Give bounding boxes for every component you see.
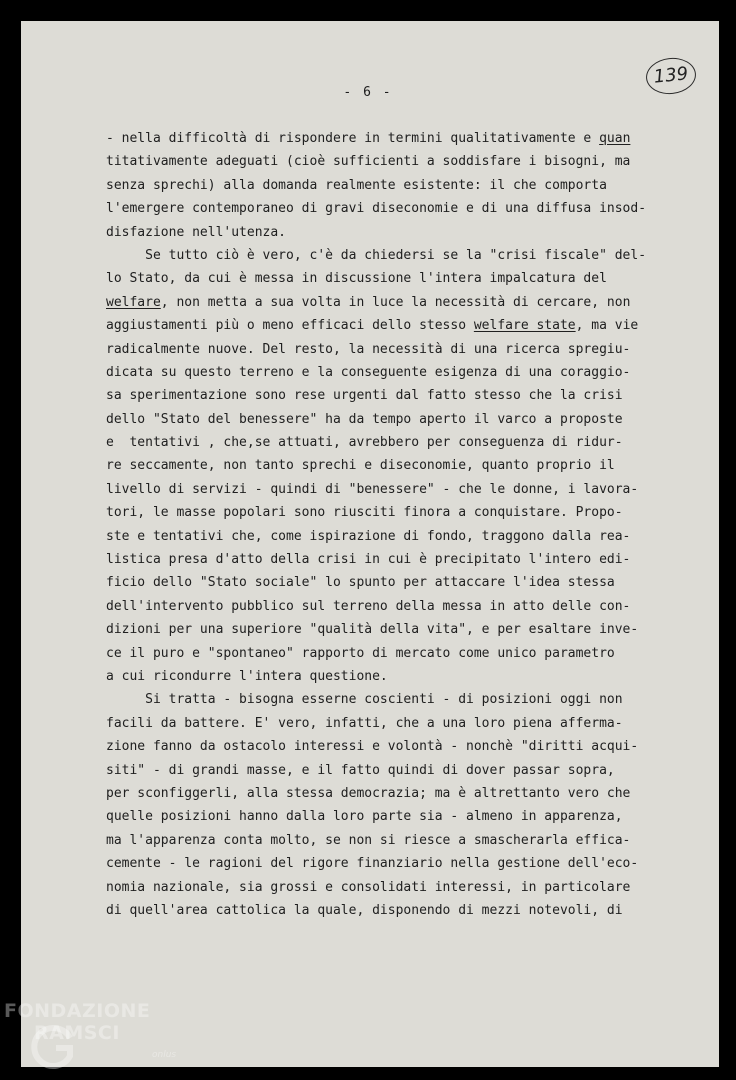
text-line: per sconfiggerli, alla stessa democrazia; ma è altrettanto vero che xyxy=(106,785,631,801)
text-line: livello di servizi - quindi di "benessere" - che le donne, i lavora- xyxy=(106,481,639,497)
text-line: e tentativi , che,se attuati, avrebbero per conseguenza di ridur- xyxy=(106,435,623,451)
text-line xyxy=(106,291,646,314)
text-line: ce il puro e "spontaneo" rapporto di mercato come unico parametro xyxy=(106,645,615,661)
text-line: Se tutto ciò è vero, c'è da chiedersi se la "crisi fiscale" del- xyxy=(106,247,647,263)
text-segment: , non metta a sua volta in luce la necessità di cercare, non xyxy=(160,294,631,310)
text-segment: - nella difficoltà di rispondere in termini qualitativamente e xyxy=(106,131,600,146)
text-line: titativamente adeguati (cioè sufficienti a soddisfare i bisogni, ma xyxy=(106,154,631,170)
text-line: radicalmente nuove. Del resto, la necessità di una ricerca spregiu- xyxy=(106,341,631,357)
text-line: Si tratta - bisogna esserne coscienti - di posizioni oggi non xyxy=(106,692,623,708)
text-line xyxy=(106,127,646,150)
text-segment: , ma vie xyxy=(575,318,639,334)
text-line: di quell'area cattolica la quale, disponendo di mezzi notevoli, di xyxy=(106,902,623,918)
text-line: siti" - di grandi masse, e il fatto quindi di dover passar sopra, xyxy=(106,762,615,778)
underlined-text: quan xyxy=(599,131,631,146)
text-line: l'emergere contemporaneo di gravi diseconomie e di una diffusa insod- xyxy=(106,201,647,217)
text-line: dello "Stato del benessere" ha da tempo aperto il varco a proposte xyxy=(106,411,623,427)
watermark-line-1: FONDAZIONE xyxy=(4,1000,151,1022)
text-line: nomia nazionale, sia grossi e consolidati interessi, in particolare xyxy=(106,879,631,895)
text-line: dizioni per una superiore "qualità della vita", e per esaltare inve- xyxy=(106,622,639,638)
text-line: facili da battere. E' vero, infatti, che a una loro piena afferma- xyxy=(106,715,623,731)
text-line: re seccamente, non tanto sprechi e diseconomie, quanto proprio il xyxy=(106,458,615,474)
text-line: lo Stato, da cui è messa in discussione l'intera impalcatura del xyxy=(106,271,607,287)
text-line xyxy=(106,314,646,337)
text-line: sa sperimentazione sono rese urgenti dal fatto stesso che la crisi xyxy=(106,388,623,404)
text-line: dicata su questo terreno e la conseguente esigenza di una coraggio- xyxy=(106,364,631,380)
text-line: ficio dello "Stato sociale" lo spunto per attaccare l'idea stessa xyxy=(106,575,615,591)
text-line: ste e tentativi che, come ispirazione di fondo, traggono dalla rea- xyxy=(106,528,631,544)
watermark-line-3: onlus xyxy=(152,1050,177,1060)
underlined-text: welfare state xyxy=(473,318,576,334)
text-line: tori, le masse popolari sono riusciti finora a conquistare. Propo- xyxy=(106,505,623,521)
text-line: senza sprechi) alla domanda realmente esistente: il che comporta xyxy=(106,177,607,193)
text-line: zione fanno da ostacolo interessi e volontà - nonchè "diritti acqui- xyxy=(106,739,639,755)
typewritten-text xyxy=(106,127,646,922)
text-line: a cui ricondurre l'intera questione. xyxy=(106,668,388,684)
fondazione-gramsci-watermark xyxy=(4,998,184,1078)
text-segment: aggiustamenti più o meno efficaci dello stesso xyxy=(106,318,474,334)
archive-stamp-number: 139 xyxy=(644,55,697,96)
underlined-text: welfare xyxy=(106,294,161,310)
text-line: disfazione nell'utenza. xyxy=(106,224,287,240)
text-line: quelle posizioni hanno dalla loro parte sia - almeno in apparenza, xyxy=(106,809,623,825)
text-line: listica presa d'atto della crisi in cui è precipitato l'intero edi- xyxy=(106,552,631,568)
page-number: - 6 - xyxy=(343,85,393,100)
text-line: dell'intervento pubblico sul terreno della messa in atto delle con- xyxy=(106,598,631,614)
text-line: ma l'apparenza conta molto, se non si riesce a smascherarla effica- xyxy=(106,832,631,848)
text-line: cemente - le ragioni del rigore finanziario nella gestione dell'eco- xyxy=(106,856,639,872)
watermark-line-2: RAMSCI xyxy=(34,1022,120,1044)
